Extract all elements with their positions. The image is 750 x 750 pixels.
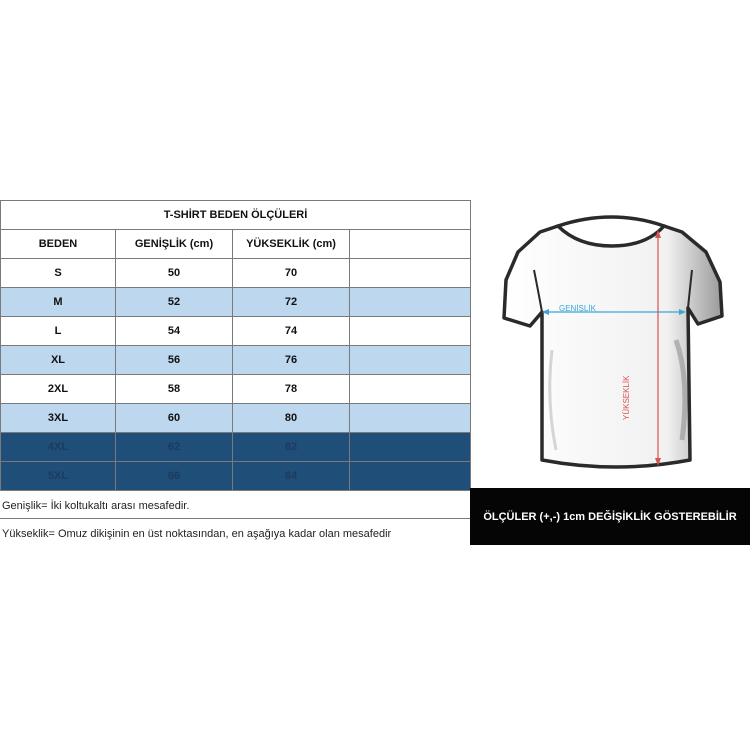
table-header-row xyxy=(1,230,471,259)
table-row xyxy=(1,462,471,491)
empty-cell xyxy=(350,288,471,317)
width-cell: 58 xyxy=(116,375,233,404)
height-cell: 78 xyxy=(233,375,350,404)
size-cell: 5XL xyxy=(1,462,116,491)
tshirt-icon xyxy=(476,200,750,485)
height-cell: 70 xyxy=(233,259,350,288)
empty-cell xyxy=(350,259,471,288)
width-note: Genişlik= İki koltukaltı arası mesafedir. xyxy=(2,500,190,512)
size-cell: XL xyxy=(1,346,116,375)
width-cell: 50 xyxy=(116,259,233,288)
empty-cell xyxy=(350,433,471,462)
size-cell: 4XL xyxy=(1,433,116,462)
header-height: YÜKSEKLİK (cm) xyxy=(233,230,350,259)
table-row xyxy=(1,259,471,288)
empty-cell xyxy=(350,346,471,375)
width-label: GENİŞLİK xyxy=(559,304,596,313)
table-title-row xyxy=(1,201,471,230)
height-note: Yükseklik= Omuz dikişinin en üst noktasından, en aşağıya kadar olan mesafedir xyxy=(2,528,392,540)
height-cell: 80 xyxy=(233,404,350,433)
size-cell: 3XL xyxy=(1,404,116,433)
width-cell: 54 xyxy=(116,317,233,346)
height-cell: 76 xyxy=(233,346,350,375)
empty-cell xyxy=(350,462,471,491)
tshirt-diagram xyxy=(476,200,750,485)
header-width: GENİŞLİK (cm) xyxy=(116,230,233,259)
width-cell: 56 xyxy=(116,346,233,375)
empty-cell xyxy=(350,317,471,346)
height-cell: 82 xyxy=(233,433,350,462)
note-divider xyxy=(0,518,470,519)
size-table xyxy=(0,200,471,491)
table-title: T-SHİRT BEDEN ÖLÇÜLERİ xyxy=(1,201,471,230)
size-cell: M xyxy=(1,288,116,317)
height-cell: 84 xyxy=(233,462,350,491)
table-row xyxy=(1,433,471,462)
header-size: BEDEN xyxy=(1,230,116,259)
height-cell: 72 xyxy=(233,288,350,317)
width-cell: 60 xyxy=(116,404,233,433)
width-cell: 62 xyxy=(116,433,233,462)
size-cell: L xyxy=(1,317,116,346)
empty-cell xyxy=(350,404,471,433)
table-row xyxy=(1,317,471,346)
measurement-notice: ÖLÇÜLER (+,-) 1cm DEĞİŞİKLİK GÖSTEREBİLİR xyxy=(470,488,750,545)
height-cell: 74 xyxy=(233,317,350,346)
table-row xyxy=(1,288,471,317)
table-row xyxy=(1,346,471,375)
size-chart-sheet xyxy=(0,200,750,550)
width-cell: 52 xyxy=(116,288,233,317)
height-label: YÜKSEKLİK xyxy=(622,375,631,420)
width-cell: 66 xyxy=(116,462,233,491)
size-cell: S xyxy=(1,259,116,288)
table-row xyxy=(1,404,471,433)
size-cell: 2XL xyxy=(1,375,116,404)
header-empty xyxy=(350,230,471,259)
empty-cell xyxy=(350,375,471,404)
table-row xyxy=(1,375,471,404)
